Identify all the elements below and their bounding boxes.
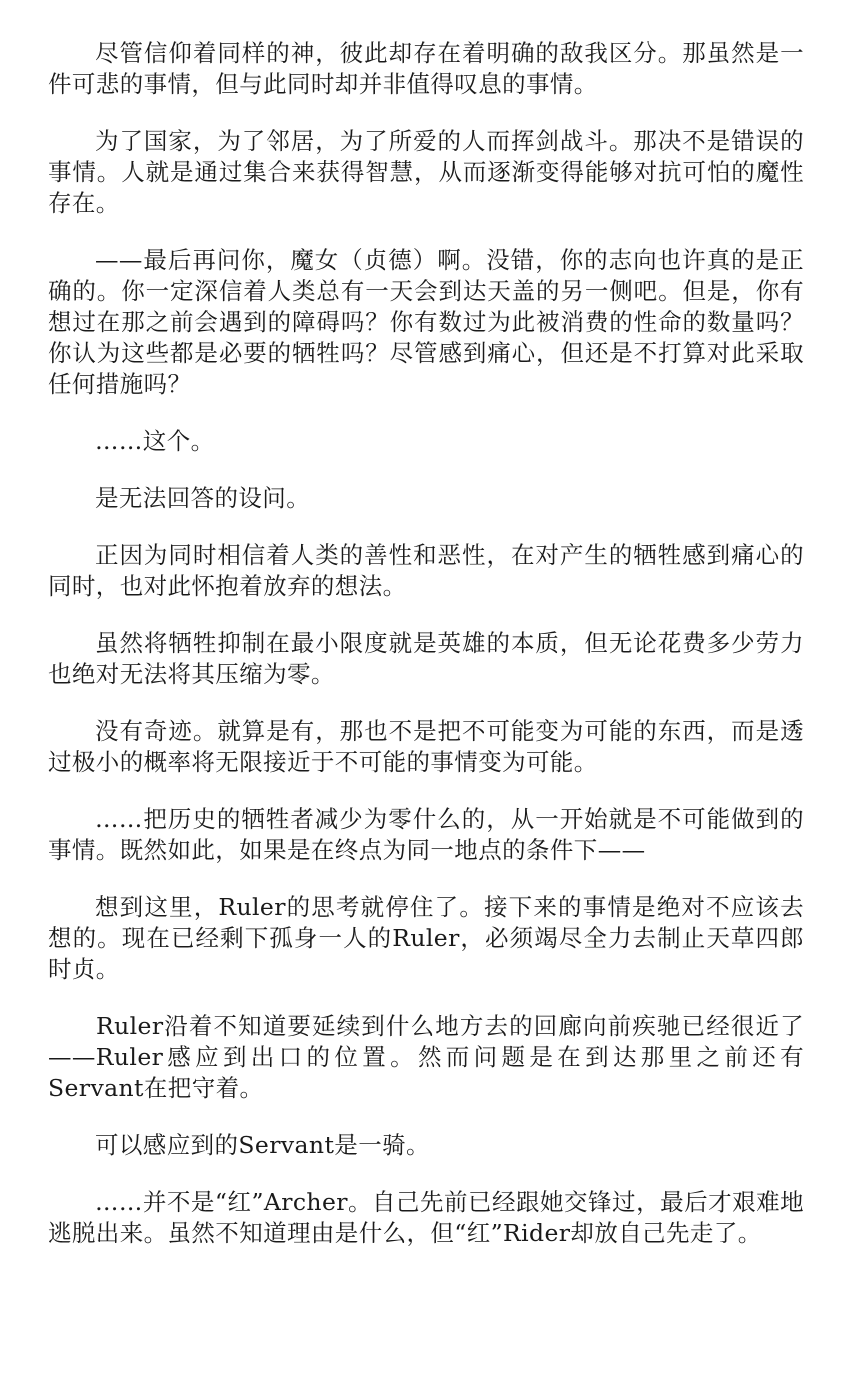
paragraph-7: 虽然将牺牲抑制在最小限度就是英雄的本质，但无论花费多少劳力也绝对无法将其压缩为零。 bbox=[48, 629, 804, 688]
paragraph-1: 尽管信仰着同样的神，彼此却存在着明确的敌我区分。那虽然是一件可悲的事情，但与此同时却并非值得叹息的事情。 bbox=[48, 39, 804, 98]
document-page bbox=[48, 38, 804, 1275]
paragraph-4: ……这个。 bbox=[95, 427, 215, 455]
paragraph-6: 正因为同时相信着人类的善性和恶性，在对产生的牺牲感到痛心的同时，也对此怀抱着放弃的想法。 bbox=[48, 541, 804, 600]
paragraph-2: 为了国家，为了邻居，为了所爱的人而挥剑战斗。那决不是错误的事情。人就是通过集合来获得智慧，从而逐渐变得能够对抗可怕的魔性存在。 bbox=[48, 127, 804, 217]
paragraph-8: 没有奇迹。就算是有，那也不是把不可能变为可能的东西，而是透过极小的概率将无限接近于不可能的事情变为可能。 bbox=[48, 717, 804, 776]
paragraph-5: 是无法回答的设问。 bbox=[95, 484, 311, 512]
paragraph-3: ——最后再问你，魔女（贞德）啊。没错，你的志向也许真的是正确的。你一定深信着人类总有一天会到达天盖的另一侧吧。但是，你有想过在那之前会遇到的障碍吗？你有数过为此被消费的性命的数量吗？你认为这些都是必要的牺牲吗？尽管感到痛心，但还是不打算对此采取任何措施吗？ bbox=[48, 246, 804, 398]
paragraph-11: Ruler沿着不知道要延续到什么地方去的回廊向前疾驰已经很近了——Ruler感应到出口的位置。然而问题是在到达那里之前还有Servant在把守着。 bbox=[48, 1012, 804, 1102]
paragraph-9: ……把历史的牺牲者减少为零什么的，从一开始就是不可能做到的事情。既然如此，如果是在终点为同一地点的条件下—— bbox=[48, 805, 804, 864]
paragraph-13: ……并不是“红”Archer。自己先前已经跟她交锋过，最后才艰难地逃脱出来。虽然不知道理由是什么，但“红”Rider却放自己先走了。 bbox=[48, 1188, 804, 1247]
paragraph-10: 想到这里，Ruler的思考就停住了。接下来的事情是绝对不应该去想的。现在已经剩下孤身一人的Ruler，必须竭尽全力去制止天草四郎时贞。 bbox=[48, 893, 804, 983]
paragraph-12: 可以感应到的Servant是一骑。 bbox=[95, 1131, 430, 1159]
